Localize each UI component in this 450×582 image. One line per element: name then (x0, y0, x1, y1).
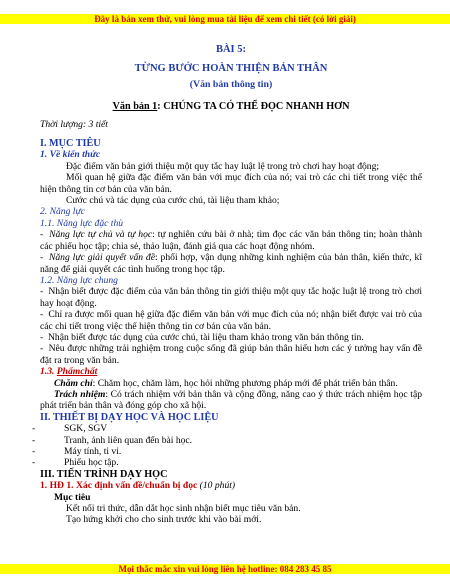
general-competence-3-text: Nhận biết được tác dụng của cước chú, tài liệu tham khảo trong văn bản thông tin. (48, 331, 364, 343)
quality-number: 1.3. (40, 366, 57, 378)
specific-competence-1: - Năng lực tự chủ và tự học: tự nghiên cứu bài ở nhà; tìm đọc các văn bản thông tin; hoàn thành các phiếu học tập; chia sẻ, thảo luận, đánh giá qua các hoạt động nhóm. (40, 229, 422, 252)
section-objectives-heading: I. MỤC TIÊU (40, 138, 101, 150)
knowledge-item-3: Cước chú và tác dụng của cước chú, tài liệu tham khảo; (66, 195, 280, 207)
hotline-banner-text: Mọi thắc mắc xin vui lòng liên hệ hotline: 084 283 45 85 (118, 564, 332, 574)
text-heading (40, 101, 422, 112)
objective-item-1: Kết nối tri thức, dẫn dắt học sinh nhận biết mục tiêu văn bản. (66, 503, 301, 515)
quality-1-label: Chăm chỉ (54, 377, 93, 389)
quality-1-text: : Chăm học, chăm làm, học hỏi những phương pháp mới để phát triển bản thân. (92, 377, 398, 389)
quality-2-text: : Có trách nhiệm với bản thân và cộng đồng, năng cao ý thức trách nhiệm học tập phát triển bản thân và đóng góp cho xã hội. (40, 388, 422, 412)
objective-heading: Mục tiêu (54, 491, 91, 503)
objective-item-2: Tạo hứng khởi cho cho sinh trước khi vào bài mới. (66, 514, 262, 526)
hotline-banner (0, 564, 450, 574)
specific-competence-2-text: : phối hợp, vận dụng những kinh nghiệm của bản thân, kiến thức, kĩ năng để giải quyết các tình huống trong học tập. (40, 252, 423, 275)
quality-2 (40, 389, 422, 412)
general-competence-1: - Nhận biết được đặc điểm của văn bản thông tin giới thiệu một quy tắc hoặc luật lệ trong trò chơi hay hoạt động. (40, 286, 422, 309)
section-equipment-heading: II. THIẾT BỊ DẠY HỌC VÀ HỌC LIỆU (40, 411, 219, 423)
equipment-item: - Tranh, ảnh liên quan đến bài học. (40, 435, 422, 446)
specific-competence-2: - Năng lực giải quyết vấn đề: phối hợp, vận dụng những kinh nghiệm của bản thân, kiến thức, kĩ năng để giải quyết các tình huống trong học tập. (40, 252, 423, 275)
quality-heading (40, 366, 422, 377)
text-title: : CHÚNG TA CÓ THỂ ĐỌC NHANH HƠN (157, 101, 350, 113)
quality-2-label: Trách nhiệm (54, 388, 106, 400)
preview-banner-text: Đây là bản xem thử, vui lòng mua tài liệu để xem chi tiết (có lời giải) (94, 14, 356, 24)
preview-banner (0, 14, 450, 24)
general-competence-4-text: Nêu được những trải nghiệm trong cuộc sống đã giúp bản thân hiểu hơn các ý tưởng hay vấn đề đặt ra trong văn bản. (40, 343, 422, 366)
activity-1-heading (40, 480, 422, 491)
general-competence-4: - Nêu được những trải nghiệm trong cuộc sống đã giúp bản thân hiểu hơn các ý tưởng hay vấn đề đặt ra trong văn bản. (40, 343, 422, 366)
general-competence-heading: 1.2. Năng lực chung (40, 274, 118, 286)
general-competence-1-text: Nhận biết được đặc điểm của văn bản thông tin giới thiệu một quy tắc hoặc luật lệ trong trò chơi hay hoạt động. (40, 286, 422, 309)
activity-1-duration: (10 phút) (197, 480, 236, 492)
specific-competence-2-label: Năng lực giải quyết vấn đề (48, 252, 155, 264)
quality-title: Phẩmchất (56, 366, 98, 378)
document-content (40, 44, 422, 526)
equipment-list (40, 423, 422, 469)
lesson-subtitle: (Văn bản thông tin) (189, 78, 273, 90)
knowledge-heading: 1. Về kiến thức (40, 149, 101, 161)
general-competence-2: - Chỉ ra được mối quan hệ giữa đặc điểm văn bản với mục đích của nó; nhận biết được vai trò của các chi tiết trong việc thể hiện thông tin cơ bản của văn bản. (40, 309, 422, 332)
general-competence-2-text: Chỉ ra được mối quan hệ giữa đặc điểm văn bản với mục đích của nó; nhận biết được vai trò của các chi tiết trong việc thể hiện thông tin cơ bản của văn bản. (40, 309, 422, 332)
general-competence-3: - Nhận biết được tác dụng của cước chú, tài liệu tham khảo trong văn bản thông tin. (40, 331, 364, 343)
specific-competence-heading: 1.1. Năng lực đặc thù (40, 217, 124, 229)
lesson-number: BÀI 5: (215, 44, 247, 55)
knowledge-item-1: Đặc điểm văn bản giới thiệu một quy tắc hay luật lệ trong trò chơi hay hoạt động; (66, 160, 380, 172)
section-process-heading: III. TIẾN TRÌNH DẠY HỌC (40, 468, 168, 480)
equipment-item: - SGK, SGV (40, 423, 422, 434)
duration: Thời lượng: 3 tiết (40, 118, 108, 130)
specific-competence-1-label: Năng lực tự chủ và tự học (49, 229, 153, 241)
lesson-title: TỪNG BƯỚC HOÀN THIỆN BẢN THÂN (134, 63, 328, 75)
knowledge-item-2: Mối quan hệ giữa đặc điểm văn bản với mục đích của nó; vai trò các chi tiết trong việc thể hiện thông tin cơ bản của văn bản. (40, 172, 422, 195)
competence-heading: 2. Năng lực (40, 206, 85, 218)
equipment-item: - Máy tính, ti vi. (40, 446, 422, 457)
equipment-item: - Phiếu học tập. (40, 457, 422, 468)
activity-1-title: 1. HĐ 1. Xác định vấn đề/chuẩn bị đọc (40, 480, 198, 492)
quality-1 (40, 378, 422, 389)
specific-competence-1-text: : tự nghiên cứu bài ở nhà; tìm đọc các văn bản thông tin; hoàn thành các phiếu học tập; chia sẻ, thảo luận, đánh giá qua các hoạt động nhóm. (40, 229, 422, 252)
text-label: Văn bản 1 (112, 101, 158, 113)
